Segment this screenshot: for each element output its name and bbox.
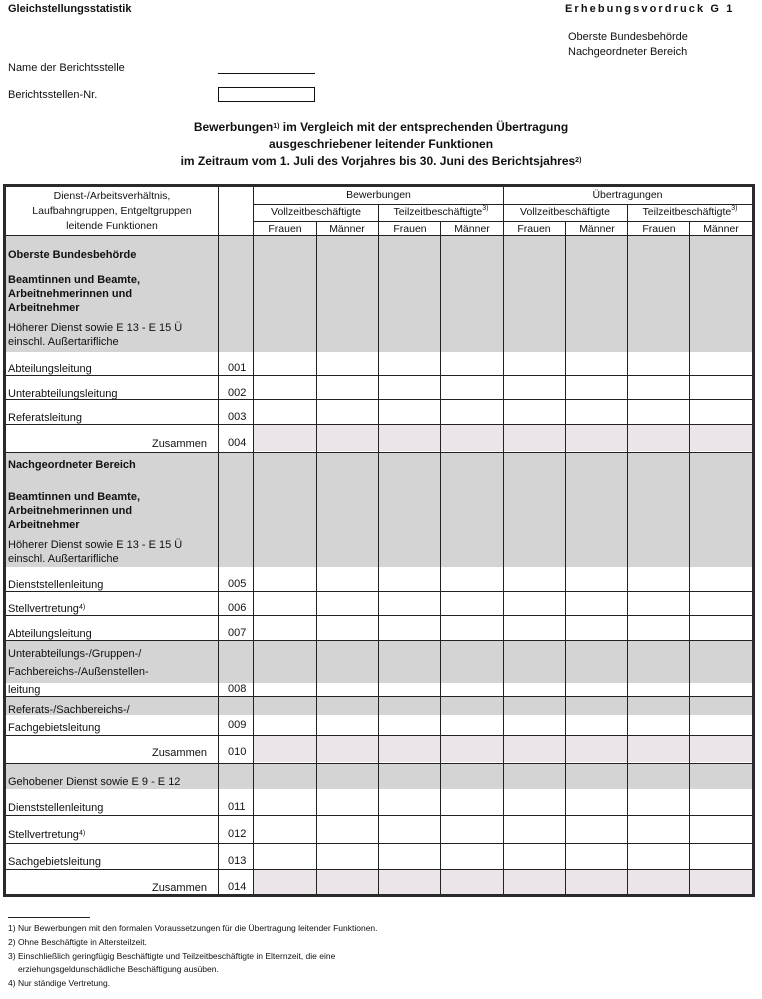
footnote-divider: [8, 917, 90, 918]
form-title: Gleichstellungsstatistik: [8, 3, 132, 15]
gender-header-1: Frauen: [268, 223, 302, 235]
sub-header-vz-bew: Vollzeitbeschäftigte: [271, 206, 361, 218]
sub-header-vz-ueb: Vollzeitbeschäftigte: [520, 206, 610, 218]
row-label: Sachgebietsleitung: [8, 856, 101, 868]
main-title-line1: Bewerbungen$^{1)}$ im Vergleich mit der entsprechenden Übertragung: [193, 120, 569, 134]
footnote-2: 2) Ohne Beschäftigte in Altersteilzeit.: [8, 937, 147, 947]
row-label-sum: Zusammen: [151, 747, 207, 759]
row-code: 014: [228, 881, 247, 893]
row-code: 011: [228, 801, 246, 813]
row-label: Stellvertretung$^{4)}$: [8, 603, 86, 615]
nr-field[interactable]: [218, 87, 315, 102]
row-label: Unterabteilungsleitung: [8, 388, 118, 400]
gender-header-6: Männer: [579, 223, 615, 235]
form-id: Erhebungsvordruck G 1: [565, 3, 735, 15]
table-frame: [3, 184, 755, 897]
section2-level: Höherer Dienst sowie E 13 - E 15 Ü einschl. Außertarifliche: [8, 539, 183, 565]
authority-option-2: Nachgeordneter Bereich: [568, 46, 688, 58]
main-title-line3: im Zeitraum vom 1. Juli des Vorjahres bis 30. Juni des Berichtsjahres$^{2)}$: [180, 154, 582, 168]
sub-header-tz-bew: Teilzeitbeschäftigte$^{3)}$: [393, 205, 489, 218]
row-label: Stellvertretung$^{4)}$: [8, 829, 86, 841]
gender-header-2: Männer: [329, 223, 365, 235]
footnote-4: 4) Nur ständige Vertretung.: [8, 978, 111, 988]
name-field[interactable]: [218, 73, 315, 74]
section2-title: Nachgeordneter Bereich: [8, 459, 136, 471]
sub-header-tz-ueb: Teilzeitbeschäftigte$^{3)}$: [642, 205, 738, 218]
row-code: 003: [228, 411, 247, 423]
section1-level: Höherer Dienst sowie E 13 - E 15 Ü einschl. Außertarifliche: [8, 322, 183, 348]
gender-header-5: Frauen: [517, 223, 551, 235]
section2-subtitle: Beamtinnen und Beamte, Arbeitnehmerinnen und Arbeitnehmer: [8, 491, 141, 531]
row-code: 009: [228, 719, 247, 731]
row-code: 007: [228, 627, 247, 639]
authority-option-1: Oberste Bundesbehörde: [568, 31, 688, 43]
name-label: Name der Berichtsstelle: [8, 62, 125, 74]
footnote-3-cont: erziehungsgeldunschädliche Beschäftigung ausüben.: [18, 964, 219, 974]
row-label: Dienststellenleitung: [8, 802, 104, 814]
row-code: 001: [228, 362, 247, 374]
main-title-line2: ausgeschriebener leitender Funktionen: [268, 137, 494, 151]
row-code: 008: [228, 683, 247, 695]
row-code: 012: [228, 828, 247, 840]
gender-header-7: Frauen: [642, 223, 676, 235]
section3-level: Gehobener Dienst sowie E 9 - E 12: [8, 776, 181, 788]
row-header: Dienst-/Arbeitsverhältnis, Laufbahngruppen, Entgeltgruppen leitende Funktionen: [32, 190, 192, 232]
row-label: Referatsleitung: [8, 412, 82, 424]
nr-label: Berichtsstellen-Nr.: [8, 89, 98, 101]
group-header-uebertragungen: Übertragungen: [592, 189, 663, 201]
row-label: Abteilungsleitung: [8, 628, 92, 640]
row-label: Unterabteilungs-/Gruppen-/ Fachbereichs-/Außenstellen- leitung: [8, 648, 149, 696]
footnote-3: 3) Einschließlich geringfügig Beschäftigte und Teilzeitbeschäftigte in Elternzeit, die eine: [8, 951, 336, 961]
row-code: 010: [228, 746, 247, 758]
row-code: 005: [228, 578, 247, 590]
row-label-sum: Zusammen: [151, 438, 207, 450]
row-label: Dienststellenleitung: [8, 579, 104, 591]
section1-title: Oberste Bundesbehörde: [8, 249, 137, 261]
row-code: 004: [228, 437, 247, 449]
footnote-1: 1) Nur Bewerbungen mit den formalen Voraussetzungen für die Übertragung leitender Funktionen.: [8, 923, 378, 933]
gender-header-3: Frauen: [393, 223, 427, 235]
row-code: 002: [228, 387, 247, 399]
row-label-sum: Zusammen: [151, 882, 207, 894]
row-label: Abteilungsleitung: [8, 363, 92, 375]
group-header-bewerbungen: Bewerbungen: [346, 189, 411, 201]
row-code: 013: [228, 855, 247, 867]
row-code: 006: [228, 602, 247, 614]
row-label: Referats-/Sachbereichs-/ Fachgebietsleitung: [8, 704, 130, 734]
gender-header-8: Männer: [703, 223, 739, 235]
section1-subtitle: Beamtinnen und Beamte, Arbeitnehmerinnen und Arbeitnehmer: [8, 274, 141, 314]
gender-header-4: Männer: [454, 223, 490, 235]
